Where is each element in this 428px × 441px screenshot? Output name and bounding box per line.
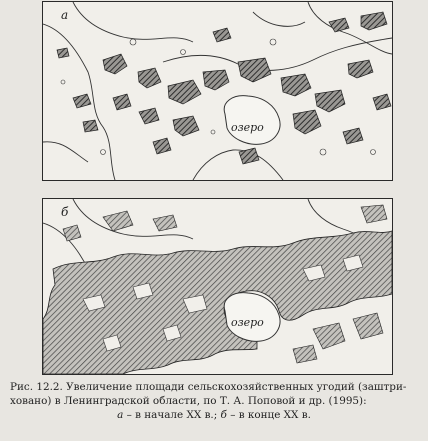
caption-line-2: ховано) в Ленинградской области, по Т. А. Поповой и др. (1995): <box>10 395 367 407</box>
lake-a <box>224 96 280 145</box>
lake-label-b: озеро <box>231 316 264 329</box>
map-panel-a <box>42 1 393 181</box>
caption-letter-b: б <box>220 409 227 421</box>
map-a-drawing <box>43 2 392 180</box>
caption-text-a: – в начале XX в.; <box>123 409 221 421</box>
map-b-drawing <box>43 199 392 374</box>
page-bleed-left <box>0 30 40 330</box>
caption-letter-a: а <box>117 409 124 421</box>
figure-caption <box>10 380 418 422</box>
panel-letter-b: б <box>61 205 69 219</box>
lake-label-a: озеро <box>231 121 264 134</box>
farmland-a <box>57 12 391 164</box>
map-panel-b <box>42 198 393 375</box>
caption-line-1: Рис. 12.2. Увеличение площади сельскохозяйственных угодий (заштри- <box>10 381 407 393</box>
panel-letter-a: а <box>61 8 69 22</box>
caption-line-3 <box>10 408 418 422</box>
caption-text-b: – в конце XX в. <box>226 409 311 421</box>
